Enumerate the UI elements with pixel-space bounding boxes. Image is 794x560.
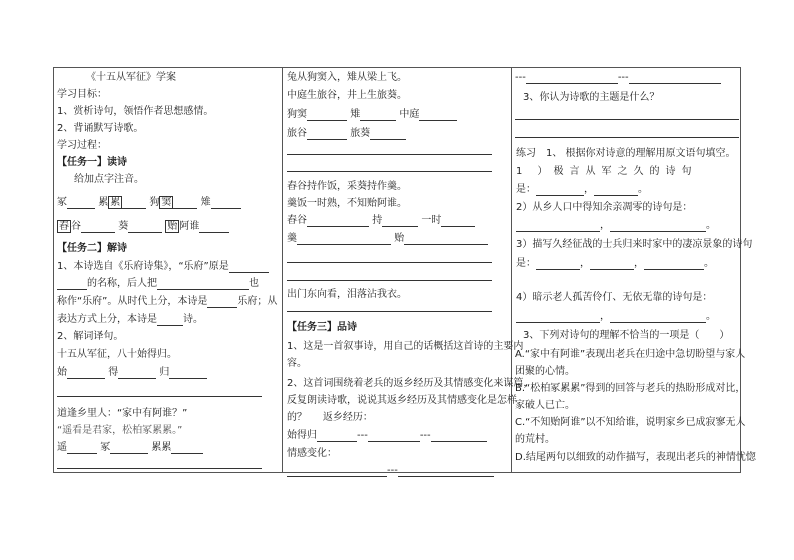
blank[interactable] <box>610 221 706 232</box>
answer-line[interactable] <box>515 137 739 138</box>
blank[interactable] <box>118 368 156 379</box>
q2-text-1: 2、这首词围绕着老兵的返乡经历及其情感变化来谋篇， <box>287 378 534 389</box>
blank[interactable] <box>110 443 148 454</box>
option-c-1: C.“不知贻阿谁”以不知给谁，说明家乡已成寂寥无人 <box>515 417 746 428</box>
blank[interactable] <box>516 312 600 323</box>
verse-2-words: 遥 冢 累累 <box>57 442 203 454</box>
verse-6: 舂谷持作饭，采葵持作羹。 <box>287 181 407 192</box>
blank[interactable] <box>81 222 115 233</box>
column-middle <box>282 68 534 476</box>
q2-text-2: 反复朗读诗歌，说说其返乡经历及其情感变化是怎样 <box>287 395 517 406</box>
q3-theme: 3、你认为诗歌的主题是什么？ <box>523 92 660 103</box>
answer-line[interactable] <box>287 154 492 155</box>
blank[interactable] <box>169 368 207 379</box>
blank[interactable] <box>297 234 391 245</box>
blank[interactable] <box>173 198 197 209</box>
goals-label: 学习目标： <box>57 89 107 100</box>
word-gou: 狗 <box>149 197 160 208</box>
process-label: 学习过程： <box>57 140 107 151</box>
blank[interactable] <box>536 259 580 270</box>
blank[interactable] <box>629 73 721 84</box>
blank[interactable] <box>382 216 418 227</box>
word-yi-boxed: 贻 <box>167 221 178 232</box>
blank[interactable] <box>516 221 600 232</box>
blank[interactable] <box>441 216 475 227</box>
blank[interactable] <box>211 198 241 209</box>
blank[interactable] <box>317 431 357 442</box>
e1-line2: 是： ， 。 <box>516 184 648 195</box>
q2-text-3: 的？ 返乡经历： <box>287 412 373 423</box>
verse-7-words: 羹 贻 <box>287 233 488 245</box>
blank[interactable] <box>67 368 105 379</box>
phonetic-instruction: 给加点字注音。 <box>74 174 144 185</box>
exercise-heading: 练习 1、 根据你对诗意的理解用原文语句填空。 <box>516 148 736 159</box>
blank[interactable] <box>307 216 369 227</box>
q3-choice: 3、下列对诗句的理解不恰当的一项是（ ） <box>523 330 730 341</box>
verse-5-words: 旅谷 旅葵 <box>287 128 406 140</box>
e2-answer: ， 。 <box>516 220 716 232</box>
verse-4-words: 狗窦 雉 中庭 <box>287 109 457 121</box>
goal-2: 2、背诵默写诗歌。 <box>57 123 144 134</box>
blank[interactable] <box>122 198 146 209</box>
column-left <box>54 68 283 472</box>
worksheet-title: 《十五从军征》学案 <box>86 72 176 83</box>
blank[interactable] <box>610 312 706 323</box>
e4-answer: ， 。 <box>516 311 716 323</box>
verse-1: 十五从军征，八十始得归。 <box>57 349 177 360</box>
verse-1-words: 始 得 归 <box>57 367 207 379</box>
blank[interactable] <box>594 185 638 196</box>
word-zhi: 雉 <box>200 197 211 208</box>
answer-line[interactable] <box>287 262 492 263</box>
answer-line[interactable] <box>515 119 739 120</box>
blank[interactable] <box>404 234 488 245</box>
blank[interactable] <box>398 466 494 477</box>
blank[interactable] <box>307 129 347 140</box>
blank[interactable] <box>360 110 396 121</box>
word-zhong: 冢 <box>57 197 67 208</box>
word-chong-boxed: 舂 <box>59 221 69 232</box>
q1-line3: 称作“乐府”。从时代上分，本诗是 乐府；从 <box>57 296 278 307</box>
task1-heading: 【任务一】读诗 <box>57 157 127 168</box>
e3-line2: 是： ， ， 。 <box>516 258 714 269</box>
dash-line-top: --- --- <box>515 72 721 84</box>
blank[interactable] <box>419 110 457 121</box>
blank[interactable] <box>370 129 406 140</box>
verse-6-words: 舂谷 持 一时 <box>287 215 475 227</box>
worksheet <box>53 67 756 476</box>
answer-line[interactable] <box>57 468 262 469</box>
task3-heading: 【任务三】品诗 <box>287 322 357 333</box>
option-c-2: 的荒村。 <box>515 434 555 445</box>
blank[interactable] <box>229 262 269 273</box>
blank[interactable] <box>157 279 249 290</box>
column-right <box>511 68 756 472</box>
word-lei-boxed: 累 <box>110 197 121 208</box>
journey-path: 始得归 --- --- <box>287 430 487 442</box>
blank[interactable] <box>307 110 347 121</box>
verse-2: 道逢乡里人：“家中有阿谁？” <box>57 408 188 419</box>
blank[interactable] <box>207 297 237 308</box>
q1-text-2: 容。 <box>287 358 307 369</box>
q1-line4: 表达方式上分，本诗是 诗。 <box>57 314 203 325</box>
blank[interactable] <box>368 431 420 442</box>
e4-text: 4）暗示老人孤苦伶仃、无依无靠的诗句是： <box>516 292 713 303</box>
blank[interactable] <box>199 222 229 233</box>
answer-line[interactable] <box>287 171 492 172</box>
blank[interactable] <box>590 259 634 270</box>
word-gu: 谷 <box>71 221 81 232</box>
verse-3: “遥看是君家，松柏冢累累。” <box>57 425 183 436</box>
verse-7: 羹饭一时熟，不知贻阿谁。 <box>287 198 407 209</box>
q2-label: 2、解词译句。 <box>57 331 124 342</box>
option-b-1: B.“松柏冢累累”得到的回答与老兵的热盼形成对比， <box>515 383 746 394</box>
blank[interactable] <box>526 73 618 84</box>
e1-line1: 1 ）极言从军之久的诗句 <box>516 166 698 177</box>
goal-1: 1、赏析诗句，领悟作者思想感情。 <box>57 106 214 117</box>
blank[interactable] <box>157 315 183 326</box>
blank[interactable] <box>287 466 387 477</box>
blank[interactable] <box>57 279 87 290</box>
verse-4: 兔从狗窦入，雉从梁上飞。 <box>287 72 407 83</box>
verse-8: 出门东向看，泪落沾我衣。 <box>287 289 407 300</box>
answer-line[interactable] <box>287 280 492 281</box>
blank[interactable] <box>431 431 487 442</box>
q1-line1: 1、本诗选自《乐府诗集》，“乐府”原是 <box>57 261 269 273</box>
q1-text-1: 1、这是一首叙事诗，用自己的话概括这首诗的主要内 <box>287 341 524 352</box>
phonetic-row-2 <box>57 221 229 233</box>
blank[interactable] <box>171 443 203 454</box>
word-dou-boxed: 窦 <box>161 197 172 208</box>
word-awho: 阿谁 <box>179 221 200 232</box>
blank[interactable] <box>67 198 95 209</box>
option-a-2: 团聚的心情。 <box>515 366 575 377</box>
e2-text: 2）从乡人口中得知余亲凋零的诗句是： <box>516 202 693 213</box>
task2-heading: 【任务二】解诗 <box>57 243 127 254</box>
option-b-2: 家破人已亡。 <box>515 400 575 411</box>
blank[interactable] <box>128 222 162 233</box>
blank[interactable] <box>67 443 97 454</box>
word-kui: 葵 <box>118 221 129 232</box>
word-lei: 累 <box>98 197 109 208</box>
emotion-path: --- <box>287 465 494 477</box>
answer-line[interactable] <box>287 311 492 312</box>
blank[interactable] <box>644 259 704 270</box>
option-d-1: D.结尾两句以细致的动作描写，表现出老兵的神情忧惚 <box>515 452 756 463</box>
blank[interactable] <box>536 185 584 196</box>
answer-line[interactable] <box>57 396 262 397</box>
verse-5: 中庭生旅谷，井上生旅葵。 <box>287 90 407 101</box>
option-a-1: A.“家中有阿谁”表现出老兵在归途中急切盼望与家人 <box>515 349 746 360</box>
emotion-label: 情感变化： <box>287 448 337 459</box>
e3-line1: 3）描写久经征战的士兵归来时家中的凄凉景象的诗句 <box>516 239 753 250</box>
q1-line2: 的名称，后人把 也 <box>57 278 259 290</box>
phonetic-row-1 <box>57 197 241 209</box>
